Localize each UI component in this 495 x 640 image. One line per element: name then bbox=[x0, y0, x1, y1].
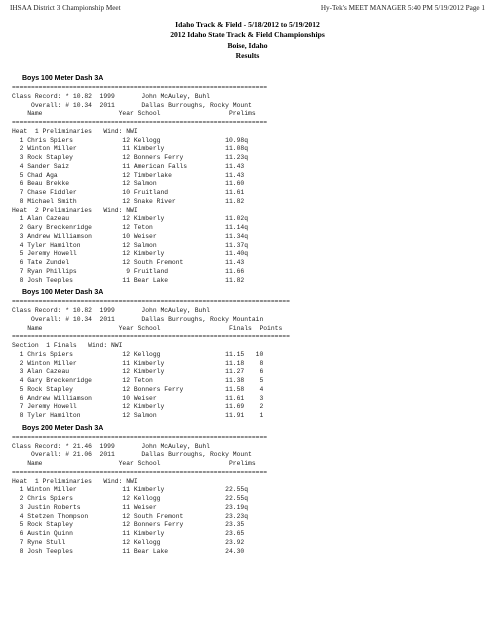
result-row: 8 Josh Teeples 11 Bear Lake 24.30 bbox=[12, 547, 245, 555]
result-row: 7 Chase Fiddler 10 Fruitland 11.61 bbox=[12, 189, 245, 196]
result-row: 4 Sander Saiz 11 American Falls 11.43 bbox=[12, 162, 245, 170]
result-row: 1 Chris Spiers 12 Kellogg 10.98q bbox=[12, 136, 249, 144]
section-label: Section 1 Finals Wind: NWI bbox=[12, 342, 123, 349]
heat-label: Heat 1 Preliminaries Wind: NWI bbox=[12, 477, 138, 485]
event-rule: =================================================================== bbox=[12, 84, 268, 91]
result-row: 6 Beau Brekke 12 Salmon 11.60 bbox=[12, 180, 245, 188]
results-list bbox=[12, 71, 487, 556]
heat-label: Heat 1 Preliminaries Wind: NWI bbox=[12, 127, 138, 135]
result-row: 2 Gary Breckenridge 12 Teton 11.14q bbox=[12, 224, 249, 231]
result-row: 3 Alan Cazeau 12 Kimberly 11.27 6 bbox=[12, 368, 264, 376]
event-rule: =================================================================== bbox=[12, 433, 268, 441]
result-row: 6 Austin Quinn 11 Kimberly 23.65 bbox=[12, 530, 245, 537]
result-row: 2 Winton Miller 11 Kimberly 11.08q bbox=[12, 145, 249, 153]
event-title: Boys 200 Meter Dash 3A bbox=[22, 424, 104, 432]
result-row: 1 Alan Cazeau 12 Kimberly 11.02q bbox=[12, 215, 249, 223]
column-header: Name Year School Prelims bbox=[12, 460, 256, 467]
software-stamp: Hy-Tek's MEET MANAGER 5:40 PM 5/19/2012 Page 1 bbox=[320, 4, 485, 12]
result-row: 5 Rock Stapley 12 Bonners Ferry 11.58 4 bbox=[12, 385, 264, 393]
column-header: Name Year School Finals Points bbox=[12, 324, 283, 332]
heat-label: Heat 2 Preliminaries Wind: NWI bbox=[12, 206, 138, 214]
result-row: 1 Chris Spiers 12 Kellogg 11.15 10 bbox=[12, 350, 264, 358]
class-record: Class Record: * 21.46 1999 John McAuley, Buhl bbox=[12, 442, 210, 450]
event-section bbox=[12, 73, 487, 285]
event-title: Boys 100 Meter Dash 3A bbox=[22, 289, 104, 297]
event-rule: ========================================================================= bbox=[12, 333, 290, 341]
result-row: 7 Ryan Phillips 9 Fruitland 11.66 bbox=[12, 267, 245, 275]
result-row: 2 Chris Spiers 12 Kellogg 22.55q bbox=[12, 495, 249, 502]
result-row: 3 Andrew Williamson 10 Weiser 11.34q bbox=[12, 232, 249, 240]
result-row: 6 Tate Zundel 12 South Fremont 11.43 bbox=[12, 259, 245, 266]
event-section bbox=[12, 423, 487, 557]
result-row: 6 Andrew Williamson 10 Weiser 11.61 3 bbox=[12, 394, 264, 402]
meet-name: IHSAA District 3 Championship Meet bbox=[10, 4, 121, 12]
result-row: 4 Tyler Hamilton 12 Salmon 11.37q bbox=[12, 241, 249, 249]
event-rule: =================================================================== bbox=[12, 468, 268, 476]
result-row: 8 Josh Teeples 11 Bear Lake 11.82 bbox=[12, 276, 245, 284]
result-row: 3 Justin Roberts 11 Weiser 23.19q bbox=[12, 503, 249, 511]
class-record: Class Record: * 10.82 1999 John McAuley, Buhl bbox=[12, 92, 210, 100]
column-header: Name Year School Prelims bbox=[12, 110, 256, 118]
class-record: Class Record: * 10.82 1999 John McAuley, Buhl bbox=[12, 307, 210, 314]
results-title: Results bbox=[235, 51, 260, 61]
result-row: 3 Rock Stapley 12 Bonners Ferry 11.23q bbox=[12, 154, 249, 161]
event-rule: ========================================================================= bbox=[12, 298, 290, 306]
overall-record: Overall: # 10.34 2011 Dallas Burroughs, Rocky Mount bbox=[12, 101, 252, 109]
result-row: 2 Winton Miller 11 Kimberly 11.18 8 bbox=[12, 359, 264, 367]
result-row: 7 Jeremy Howell 12 Kimberly 11.69 2 bbox=[12, 403, 264, 411]
event-title: Boys 100 Meter Dash 3A bbox=[22, 75, 104, 82]
result-row: 8 Michael Smith 12 Snake River 11.82 bbox=[12, 197, 245, 205]
result-row: 4 Stetzen Thompson 12 South Fremont 23.23q bbox=[12, 512, 249, 520]
result-row: 5 Jeremy Howell 12 Kimberly 11.40q bbox=[12, 250, 249, 258]
location-title: Boise, Idaho bbox=[227, 40, 268, 50]
event-section bbox=[12, 287, 487, 421]
championship-title: 2012 Idaho State Track & Field Championships bbox=[170, 30, 325, 40]
result-row: 7 Ryne Stull 12 Kellogg 23.92 bbox=[12, 538, 245, 546]
page-header bbox=[10, 4, 485, 16]
event-rule: =================================================================== bbox=[12, 119, 268, 126]
result-row: 5 Chad Aga 12 Timberlake 11.43 bbox=[12, 171, 245, 179]
overall-record: Overall: # 21.06 2011 Dallas Burroughs, Rocky Mount bbox=[12, 451, 252, 459]
result-row: 5 Rock Stapley 12 Bonners Ferry 23.35 bbox=[12, 521, 245, 529]
meet-dates-title: Idaho Track & Field - 5/18/2012 to 5/19/2012 bbox=[175, 20, 320, 29]
result-row: 4 Gary Breckenridge 12 Teton 11.38 5 bbox=[12, 377, 264, 384]
document-titles bbox=[0, 20, 495, 62]
result-row: 1 Winton Miller 11 Kimberly 22.55q bbox=[12, 486, 249, 494]
overall-record: Overall: # 10.34 2011 Dallas Burroughs, Rocky Mountain bbox=[12, 315, 264, 323]
result-row: 8 Tyler Hamilton 12 Salmon 11.91 1 bbox=[12, 412, 264, 419]
